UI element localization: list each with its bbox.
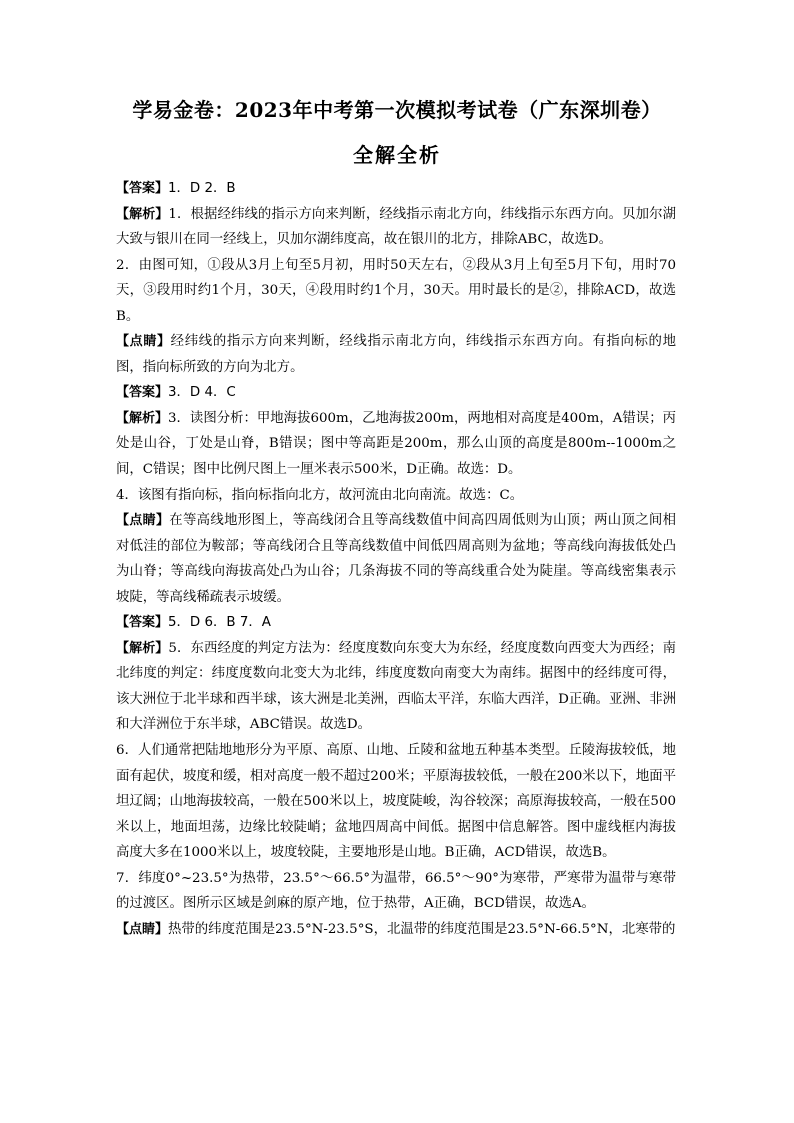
analysis-text: 1．根据经纬线的指示方向来判断，经线指示南北方向，纬线指示东西方向。贝加尔湖大致与银川在同一经线上，贝加尔湖纬度高，故在银川的北方，排除ABC，故选D。 [116,206,676,248]
analysis-text: 3．读图分析：甲地海拔600m，乙地海拔200m，两地相对高度是400m，A错误；丙处是山谷，丁处是山脊，B错误；图中等高距是200m，那么山顶的高度是800m--1000m之间，C错误；图中比例尺图上一厘米表示500米，D正确。故选：D。 [116,410,676,478]
page-title: 学易金卷：2023年中考第一次模拟考试卷（广东深圳卷） [132,98,662,122]
analysis-text: 4．该图有指向标，指向标指向北方，故河流由北向南流。故选：C。 [116,487,524,503]
comment-paragraph-1 [116,329,676,380]
analysis-paragraph-5 [116,636,676,738]
analysis-paragraph-6 [116,738,676,866]
analysis-paragraph-2 [116,253,676,330]
analysis-text: 5．东西经度的判定方法为：经度度数向东变大为东经，经度度数向西变大为西经；南北纬度的判定：纬度度数向北变大为北纬，纬度度数向南变大为南纬。据图中的经纬度可得，该大洲位于北半球和西半球，该大洲是北美洲，西临太平洋，东临大西洋，D正确。亚洲、非洲和大洋洲位于东半球，ABC错误。故选D。 [116,640,676,733]
analysis-text: 6．人们通常把陆地地形分为平原、高原、山地、丘陵和盆地五种基本类型。丘陵海拔较低，地面有起伏，坡度和缓，相对高度一般不超过200米；平原海拔较低，一般在200米以下，地面平坦辽阔；山地海拔较高，一般在500米以上，坡度陡峻，沟谷较深；高原海拔较高，一般在500米以上，地面坦荡，边缘比较陡峭；盆地四周高中间低。据图中信息解答。图中虚线框内海拔高度大多在1000米以上，坡度较陡，主要地形是山地。B正确，ACD错误，故选B。 [116,743,676,861]
answer-paragraph-1 [116,176,676,202]
answer-tag: 【答案】 [116,385,169,401]
comment-text: 经纬线的指示方向来判断，经线指示南北方向，纬线指示东西方向。有指向标的地图，指向标所致的方向为北方。 [116,334,676,375]
answer-tag: 【答案】 [116,615,169,631]
answer-tag: 【答案】 [116,181,169,196]
analysis-paragraph-3 [116,406,676,483]
analysis-text: 7．纬度0°~23.5°为热带，23.5°～66.5°为温带，66.5°～90°为寒带，严寒带为温带与寒带的过渡区。图所示区域是剑麻的原产地，位于热带，A正确，BCD错误，故选A。 [116,870,676,912]
comment-tag: 【点睛】 [116,921,169,937]
answer-paragraph-2 [116,380,676,406]
comment-tag: 【点睛】 [116,334,171,350]
answer-text: 1．D 2．B [168,181,236,196]
analysis-tag: 【解析】 [116,206,169,222]
analysis-tag: 【解析】 [116,640,169,656]
answer-paragraph-3 [116,610,676,636]
answer-text: 5．D 6．B 7．A [168,615,271,631]
document-body [116,176,676,942]
analysis-paragraph-1 [116,202,676,253]
answer-text: 3．D 4．C [168,385,236,401]
comment-paragraph-3 [116,917,676,943]
analysis-tag: 【解析】 [116,410,169,426]
comment-text: 在等高线地形图上，等高线闭合且等高线数值中间高四周低则为山顶；两山顶之间相对低洼的部位为鞍部；等高线闭合且等高线数值中间低四周高则为盆地；等高线向海拔低处凸为山脊；等高线向海拔高处凸为山谷；几条海拔不同的等高线重合处为陡崖。等高线密集表示坡陡，等高线稀疏表示坡缓。 [116,513,676,605]
analysis-paragraph-7 [116,866,676,917]
page-subtitle: 全解全析 [353,143,441,167]
analysis-text: 2．由图可知，①段从3月上旬至5月初，用时50天左右，②段从3月上旬至5月下旬，用时70天，③段用时约1个月，30天，④段用时约1个月，30天。用时最长的是②，排除ACD，故选B。 [116,257,676,324]
analysis-paragraph-4 [116,483,676,509]
comment-paragraph-2 [116,508,676,610]
comment-tag: 【点睛】 [116,513,170,529]
comment-text: 热带的纬度范围是23.5°N-23.5°S，北温带的纬度范围是23.5°N-66.5°N，北寒带的 [168,921,676,937]
